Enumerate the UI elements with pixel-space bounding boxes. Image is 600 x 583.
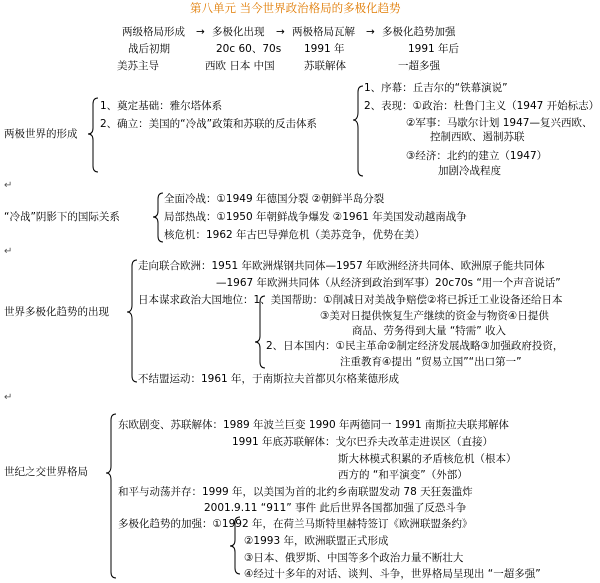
europe-item: 走向联合欧洲：1951 年欧洲煤钢共同体—1957 年欧洲经济共同体、欧洲原子能共同体 <box>138 260 545 272</box>
peace-turmoil-item: 和平与动荡并存：1999 年，以美国为首的北约乡南联盟发动 78 天狂轰滥炸 <box>118 486 473 498</box>
military-item: ②军事：马歇尔计划 1947—复兴西欧、 <box>406 117 593 129</box>
prelude-item: 1、序幕：丘吉尔的“铁幕演说” <box>364 82 508 94</box>
economy-item-cont: 加剧冷战程度 <box>438 165 501 177</box>
timeline-stage-3-note: 苏联解体 <box>304 60 346 72</box>
multipolar-item-3: ③日本、俄罗斯、中国等多个政治力量不断壮大 <box>244 552 464 564</box>
timeline-stage-4-note: 一超多强 <box>398 60 440 72</box>
nuclear-crisis-item: 核危机：1962 年古巴导弹危机（美苏竞争，优势在美） <box>164 229 426 241</box>
soviet-collapse-root: 斯大林模式积累的矛盾核危机（根本） <box>338 453 517 465</box>
multipolar-item-4: ④经过十多年的对话、谈判、斗争，世界格局呈现出 “一超多强” <box>244 568 541 580</box>
timeline-stage-3: 两极格局瓦解 <box>292 26 355 38</box>
timeline-stage-2: 多极化出现 <box>212 26 265 38</box>
economy-item: ③经济：北约的建立（1947） <box>406 150 548 162</box>
soviet-collapse-external: 西方的 “和平演变”（外部） <box>338 469 468 481</box>
paragraph-mark: ↵ <box>4 392 13 403</box>
paragraph-mark: ↵ <box>4 180 13 191</box>
performance-item: 2、表现：①政治：杜鲁门主义（1947 开始标志） <box>364 100 600 112</box>
section-heading: 两极世界的形成 <box>4 128 78 140</box>
timeline-stage-1-note: 美苏主导 <box>117 60 159 72</box>
timeline-stage-3-time: 1991 年 <box>304 43 345 55</box>
page-title: 第八单元 当今世界政治格局的多极化趋势 <box>190 1 401 15</box>
japan-item: 日本谋求政治大国地位：1、美国帮助：①削减日对美战争赔偿②将已拆迁工业设备还给日本 <box>138 294 563 306</box>
timeline-stage-1: 两级格局形成 <box>122 26 185 38</box>
japan-item-cont: 商品、劳务得到大量 “特需” 收入 <box>352 325 507 337</box>
japan-item-cont: ③美对日提供恢复生产继续的资金与物资④日提供 <box>320 310 549 322</box>
japan-domestic-item: 2、日本国内：①民主革命②制定经济发展战略③加强政府投资， <box>266 340 564 352</box>
europe-item-cont: —1967 年欧洲共同体（从经济到政治到军事）20c70s “用一个声音说话” <box>216 277 561 289</box>
peace-turmoil-item-cont: 2001.9.11 “911” 事件 此后世界各国都加强了反恐斗争 <box>204 502 467 514</box>
timeline-stage-1-time: 战后初期 <box>128 43 170 55</box>
military-item-cont: 控制西欧、遏制苏联 <box>430 131 525 143</box>
timeline-stage-2-time: 20c 60、70s <box>216 43 282 55</box>
timeline-stage-4: 多极化趋势加强 <box>382 26 456 38</box>
timeline-arrow-3: → <box>366 26 375 38</box>
timeline-stage-4-time: 1991 年后 <box>408 43 460 55</box>
japan-domestic-item-cont: 注重教育④提出 “贸易立国”“出口第一” <box>340 356 522 368</box>
timeline-arrow-2: → <box>276 26 285 38</box>
timeline-stage-2-note: 西欧 日本 中国 <box>205 60 275 72</box>
timeline-arrow-1: → <box>196 26 205 38</box>
cold-war-item: 全面冷战：①1949 年德国分裂 ②朝鲜半岛分裂 <box>164 193 385 205</box>
section-heading: 世界多极化趋势的出现 <box>4 306 109 318</box>
soviet-collapse-item: 1991 年底苏联解体：戈尔巴乔夫改革走进误区（直接） <box>232 436 494 448</box>
section-heading: 世纪之交世界格局 <box>4 466 88 478</box>
multipolar-item: 多极化趋势的加强：①1992 年，在荷兰马斯特里赫特签订《欧洲联盟条约》 <box>118 518 473 530</box>
basis-item: 1、奠定基础：雅尔塔体系 <box>100 100 223 112</box>
establish-item: 2、确立：美国的“冷战”政策和苏联的反击体系 <box>100 118 318 130</box>
multipolar-item-2: ②1993 年，欧洲联盟正式形成 <box>244 535 389 547</box>
hot-war-item: 局部热战：①1950 年朝鲜战争爆发 ②1961 年美国发动越南战争 <box>164 211 467 223</box>
section-heading: “冷战”阴影下的国际关系 <box>4 211 120 223</box>
eastern-europe-item: 东欧剧变、苏联解体：1989 年波兰巨变 1990 年两德同一 1991 南斯拉夫联邦解体 <box>118 419 509 431</box>
nonaligned-item: 不结盟运动：1961 年，于南斯拉夫首都贝尔格莱德形成 <box>138 373 400 385</box>
paragraph-mark: ↵ <box>4 246 13 257</box>
